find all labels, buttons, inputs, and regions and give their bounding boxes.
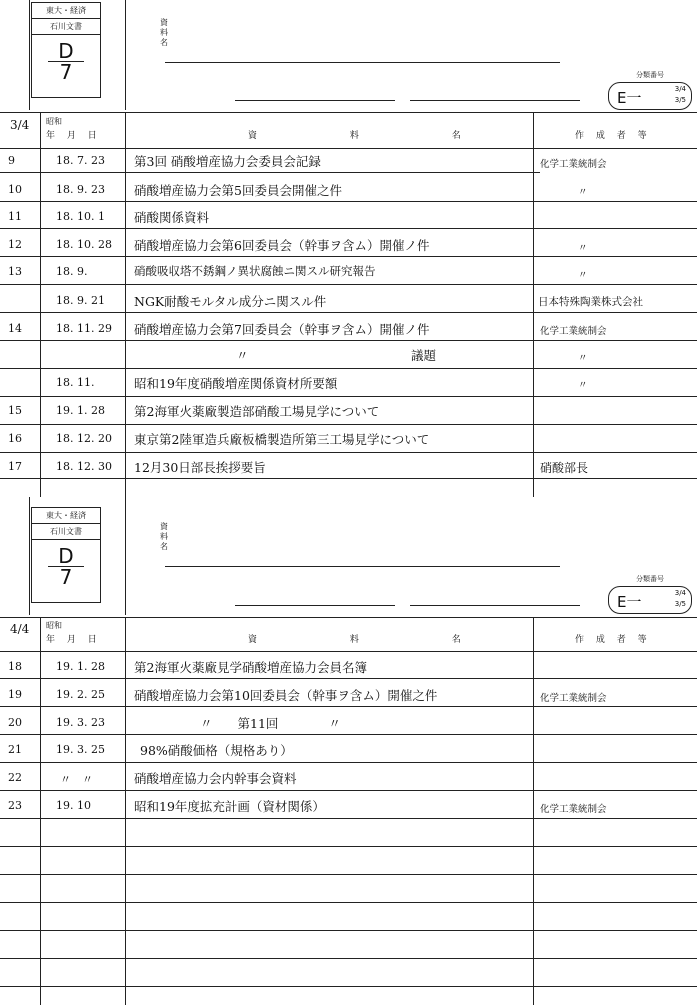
grid-col	[40, 112, 41, 497]
row-author: 〃	[578, 270, 588, 281]
row-date: 18. 11.	[56, 376, 95, 389]
row-no: 16	[8, 432, 22, 445]
row-author: 日本特殊陶業株式会社	[538, 296, 643, 308]
doc-name-line	[410, 605, 580, 606]
doc-name-line	[235, 100, 395, 101]
grid-col	[533, 112, 534, 497]
empty-row-line	[0, 846, 697, 847]
row-date: 19. 3. 25	[56, 743, 105, 756]
row-no: 22	[8, 771, 22, 784]
row-date: 18. 9. 23	[56, 183, 105, 196]
class-sub1: 3/4	[674, 85, 686, 93]
doc-label: 資 料 名	[160, 18, 168, 47]
stamp-mark1: D	[58, 39, 74, 63]
row-title: 硝酸増産協力会第5回委員会開催之件	[134, 183, 342, 198]
row-no: 14	[8, 322, 22, 335]
row-no: 23	[8, 799, 22, 812]
row-date: 18. 10. 28	[56, 238, 112, 251]
row-date: 18. 7. 23	[56, 154, 105, 167]
row-date: 19. 1. 28	[56, 660, 105, 673]
page-mark: 4/4	[10, 622, 30, 636]
header-title: 資 料 名	[248, 635, 506, 645]
row-author: 〃	[578, 380, 588, 391]
row-date: 19. 2. 25	[56, 688, 105, 701]
row-date: 19. 10	[56, 799, 91, 812]
row-date: 18. 9. 21	[56, 294, 105, 307]
row-title: 硝酸増産協力会内幹事会資料	[134, 771, 297, 786]
row-date: 19. 1. 28	[56, 404, 105, 417]
row-no: 13	[8, 265, 22, 278]
page-mark: 3/4	[10, 118, 30, 132]
row-title: 硝酸増産協力会第6回委員会（幹事ヲ含ム）開催ノ件	[134, 238, 430, 253]
header-era: 昭和	[46, 117, 62, 126]
empty-row-line	[0, 930, 697, 931]
margin-line	[29, 0, 30, 110]
class-label: 分類番号	[636, 71, 664, 79]
class-code: E一	[617, 593, 642, 611]
stamp-line1: 東大・経済	[32, 3, 100, 19]
class-code-box	[608, 586, 692, 614]
header-ymd: 年 月 日	[46, 635, 102, 645]
stamp-mark2: 7	[48, 566, 84, 587]
row-date: 18. 9.	[56, 265, 88, 278]
row-title: 第2海軍火薬廠見学硝酸増産協力会員名簿	[134, 660, 367, 675]
row-title: 第2海軍火薬廠製造部硝酸工場見学について	[134, 404, 380, 419]
class-code-box	[608, 82, 692, 110]
row-title: 硝酸関係資料	[134, 210, 210, 225]
row-no: 9	[8, 154, 15, 167]
empty-row-line	[0, 958, 697, 959]
row-title: 第3回 硝酸増産協力会委員会記録	[134, 154, 321, 169]
class-code: E一	[617, 89, 642, 107]
class-sub2: 3/5	[674, 96, 686, 104]
grid-col	[40, 617, 41, 1005]
doc-name-line	[165, 62, 560, 63]
row-author: 〃	[578, 353, 588, 364]
doc-name-line	[410, 100, 580, 101]
row-title: 98%硝酸価格（規格あり）	[140, 743, 293, 758]
header-author: 作 成 者 等	[575, 131, 652, 141]
row-date: 18. 12. 30	[56, 460, 112, 473]
doc-label: 資 料 名	[160, 522, 168, 551]
row-title: 昭和19年度硝酸増産関係資材所要額	[134, 376, 338, 391]
header-author: 作 成 者 等	[575, 635, 652, 645]
grid-col	[125, 112, 126, 497]
margin-line	[125, 497, 126, 615]
stamp-line2: 石川文書	[32, 524, 100, 540]
row-date: 18. 10. 1	[56, 210, 105, 223]
stamp-mark2: 7	[48, 61, 84, 82]
stamp-line2: 石川文書	[32, 19, 100, 35]
row-date: 19. 3. 23	[56, 716, 105, 729]
row-title: 〃 議題	[236, 348, 437, 363]
stamp-line1: 東大・経済	[32, 508, 100, 524]
table-top-line	[0, 112, 697, 113]
row-author: 〃	[578, 187, 588, 198]
row-no: 17	[8, 460, 22, 473]
stamp-mark1: D	[58, 544, 74, 568]
empty-row-line	[0, 902, 697, 903]
row-author: 化学工業統制会	[540, 693, 607, 704]
grid-col	[125, 617, 126, 1005]
row-no: 10	[8, 183, 22, 196]
row-title: 硝酸増産協力会第10回委員会（幹事ヲ含ム）開催之件	[134, 688, 438, 703]
grid-col	[533, 617, 534, 1005]
margin-line	[29, 497, 30, 615]
row-title: 硝酸増産協力会第7回委員会（幹事ヲ含ム）開催ノ件	[134, 322, 430, 337]
empty-row-line	[0, 874, 697, 875]
doc-name-line	[235, 605, 395, 606]
row-no: 21	[8, 743, 22, 756]
class-sub1: 3/4	[674, 589, 686, 597]
row-title: 東京第2陸軍造兵廠板橋製造所第三工場見学について	[134, 432, 430, 447]
row-no: 19	[8, 688, 22, 701]
row-author: 化学工業統制会	[540, 326, 607, 337]
row-date: 18. 11. 29	[56, 322, 112, 335]
row-title: 12月30日部長挨拶要旨	[134, 460, 266, 475]
row-author: 硝酸部長	[540, 461, 589, 475]
header-ymd: 年 月 日	[46, 131, 102, 141]
row-title: NGK耐酸モルタル成分ニ関スル件	[134, 294, 327, 309]
row-date: 〃 〃	[60, 773, 93, 786]
row-title: 〃 第11回 〃	[200, 716, 341, 731]
header-era: 昭和	[46, 621, 62, 630]
row-author: 化学工業統制会	[540, 159, 607, 170]
row-no: 20	[8, 716, 22, 729]
header-bottom-line	[0, 148, 697, 149]
archive-stamp	[31, 2, 101, 98]
row-title: 昭和19年度拡充計画（資材関係）	[134, 799, 325, 814]
table-top-line	[0, 617, 697, 618]
row-no: 15	[8, 404, 22, 417]
row-no: 11	[8, 210, 22, 223]
header-bottom-line	[0, 651, 697, 652]
archive-stamp	[31, 507, 101, 603]
row-author: 化学工業統制会	[540, 804, 607, 815]
row-title: 硝酸吸収塔不銹鋼ノ異状腐蝕ニ関スル研究報告	[134, 264, 376, 278]
doc-name-line	[165, 566, 560, 567]
margin-line	[125, 0, 126, 110]
row-no: 12	[8, 238, 22, 251]
class-sub2: 3/5	[674, 600, 686, 608]
row-date: 18. 12. 20	[56, 432, 112, 445]
header-title: 資 料 名	[248, 131, 506, 141]
empty-row-line	[0, 986, 697, 987]
class-label: 分類番号	[636, 575, 664, 583]
row-author: 〃	[578, 243, 588, 254]
row-no: 18	[8, 660, 22, 673]
